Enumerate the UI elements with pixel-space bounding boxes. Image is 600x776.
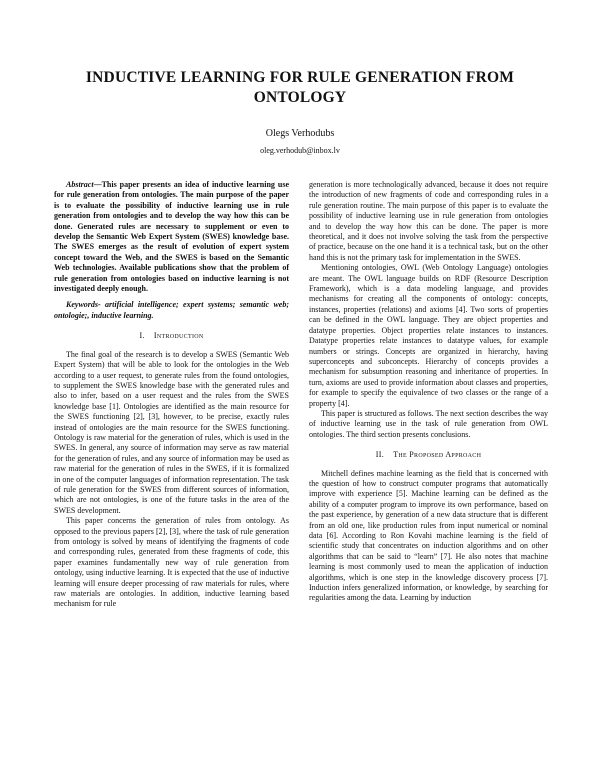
abstract xyxy=(54,180,289,294)
section-title: The Proposed Approach xyxy=(393,450,482,460)
abstract-label: Abstract xyxy=(66,180,94,189)
paragraph: This paper concerns the generation of rules from ontology. As opposed to the previous papers [2], [3], where the task of rule generation from ontology is solved by means of identifying the fragments of code and corresponding rules, generated from these fragments of code, this paper examines fundamentally new way of rule generation from ontology, using inductive learning. It is expected that the use of inductive learning will ensure deeper processing of raw materials for rules, where raw materials are ontologies. In addition, inductive learning based mechanism for rule xyxy=(54,516,289,609)
paragraph: Mentioning ontologies, OWL (Web Ontology Language) ontologies are meant. The OWL language builds on RDF (Resource Description Framework), which is a data modeling language, and provides mechanisms for creating all the components of ontology: concepts, instances, properties (relations) and axioms [4]. Two sorts of properties can be defined in the OWL language. They are object properties and datatype properties. Object properties relate instances to instances. Datatype properties relate instances to datatype values, for example numbers or strings. Concepts are organized in hierarchy, having superconcepts and subconcepts. Hierarchy of concepts provides a mechanism for subsumption reasoning and inheritance of properties. In turn, axioms are used to provide information about classes and properties, for example to specify the equivalence of two classes or the range of a property [4]. xyxy=(309,263,548,408)
paragraph: Mitchell defines machine learning as the field that is concerned with the question of how to construct computer programs that automatically improve with experience [5]. Machine learning can be defined as the ability of a computer program to improve its own performance, based on the past experience, by generation of a new data structure that is different from an old one, like production rules from input numerical or nominal data [6]. According to Ron Kovahi machine learning is the field of scientific study that concentrates on induction algorithms and on other algorithms that can be said to “learn” [7]. He also notes that machine learning is most commonly used to mean the application of induction algorithms, which is one step in the knowledge discovery process [7]. Induction infers generalized information, or knowledge, by searching for regularities among the data. Learning by induction xyxy=(309,468,548,603)
right-column xyxy=(309,180,548,604)
section-numeral: I. xyxy=(139,331,145,341)
paragraph: The final goal of the research is to develop a SWES (Semantic Web Expert System) that will be able to look for the ontologies in the Web according to a user request, to generate rules from the found ontologies, to supplement the SWES knowledge base with the generated rules and also to infer, based on a user request and the rules from the SWES knowledge base [1]. Ontologies are identified as the main resource for the SWES functioning [2], [3], however, to be precise, exactly rules instead of ontologies are the main resource for the SWES functioning. Ontology is raw material for the generation of rules, which is used in the SWES. In general, any source of information may serve as raw material for the generation of rules, and any source of information may be used as raw material for the generation of rules in the SWES, if it is formalized in one of the computer languages of information representation. The task of rule generation for the SWES from different sources of information, which are not ontologies, is one of the future tasks in the area of the SWES development. xyxy=(54,349,289,515)
left-column xyxy=(54,180,289,610)
keywords-text: artificial intelligence; expert systems; semantic web; ontologie;, inductive learning. xyxy=(54,300,289,320)
paragraph: generation is more technologically advanced, because it does not require the introduction of new fragments of code and corresponding rules in a rule generation routine. The main purpose of this paper is to evaluate the possibility of inductive learning use in rule generation from ontologies and to develop the way how this can be done. The paper is more theoretical, and it does not involve solving the task from the perspective of practice, because on the one hand it is a technical task, but on the other hand this is not the primary task for implementation in the SWES. xyxy=(309,180,548,262)
section-numeral: II. xyxy=(375,450,385,460)
section-title: Introduction xyxy=(153,331,204,341)
author-email: oleg.verhodub@inbox.lv xyxy=(260,146,340,155)
abstract-dash: — xyxy=(93,180,102,189)
paragraph: This paper is structured as follows. The next section describes the way of inductive learning use in the task of rule generation from OWL ontologies. The third section presents conclusions. xyxy=(309,408,548,439)
keywords-label: Keywords- xyxy=(66,300,101,310)
paper-title: INDUCTIVE LEARNING FOR RULE GENERATION FROM ONTOLOGY xyxy=(85,69,515,106)
keywords xyxy=(54,300,289,321)
section-heading-introduction xyxy=(54,331,289,341)
abstract-text: This paper presents an idea of inductive learning use for rule generation from ontologies. The main purpose of the paper is to evaluate the possibility of inductive learning use in rule generation from ontologies and to develop the way how this can be done. Generated rules are necessary to supplement or even to develop the Semantic Web Expert System (SWES) knowledge base. The SWES emerges as the result of evolution of expert system concept toward the Web, and the SWES is based on the Semantic Web technologies. Available publications show that the problem of rule generation from ontologies based on inductive learning is not investigated deeply enough. xyxy=(54,180,289,294)
section-heading-proposed-approach xyxy=(309,450,548,460)
author-name: Olegs Verhodubs xyxy=(265,128,335,139)
